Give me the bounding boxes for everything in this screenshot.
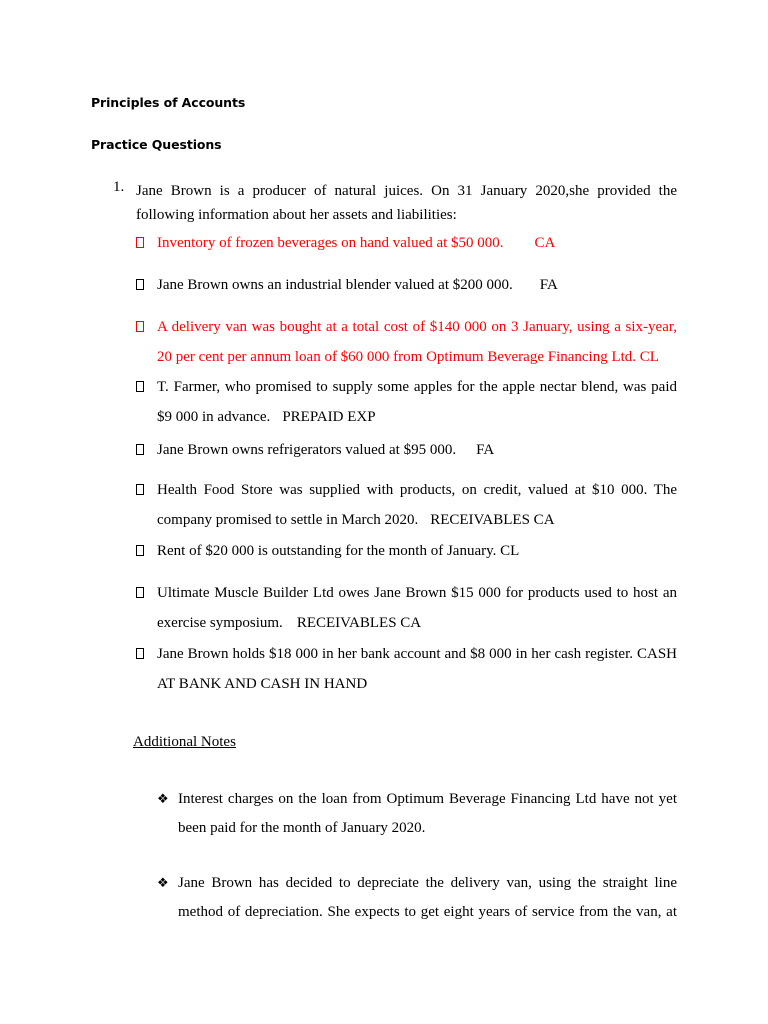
item-tag: RECEIVABLES CA (430, 512, 555, 528)
bullet-box-icon (136, 578, 148, 608)
bullet-box-icon (136, 639, 148, 669)
item-text-line-1: Ultimate Muscle Builder Ltd owes Jane Brown $15 000 for products used to host an (157, 585, 677, 601)
item-text: Rent of $20 000 is outstanding for the month of January. CL (157, 543, 520, 559)
item-text-line-2: exercise symposium. (157, 615, 283, 631)
item-text: Jane Brown owns refrigerators valued at $95 000. (157, 442, 457, 458)
bullet-box-icon (136, 536, 148, 566)
question-intro-line-1: Jane Brown is a producer of natural juices. On 31 January 2020,she provided the (136, 183, 677, 199)
bullet-box-icon (136, 228, 148, 258)
diamond-bullet-icon: ❖ (157, 792, 169, 807)
note-text-line-1: Interest charges on the loan from Optimum Beverage Financing Ltd have not yet (178, 791, 677, 807)
item-tag: RECEIVABLES CA (296, 615, 422, 631)
item-tag: FA (476, 442, 495, 458)
item-text-line-2: 20 per cent per annum loan of $60 000 from Optimum Beverage Financing Ltd. CL (157, 349, 659, 365)
item-text-line-1: T. Farmer, who promised to supply some apples for the apple nectar blend, was paid (157, 379, 677, 395)
item-text-line-1: Health Food Store was supplied with products, on credit, valued at $10 000. The (157, 482, 677, 498)
item-text: Inventory of frozen beverages on hand valued at $50 000. (157, 235, 504, 251)
bullet-box-icon (136, 312, 148, 342)
question-intro (136, 179, 677, 227)
question-intro-line-2: following information about her assets and liabilities: (136, 207, 457, 223)
item-tag: PREPAID EXP (282, 409, 376, 425)
note-text-line-2: method of depreciation. She expects to get eight years of service from the van, at (178, 904, 677, 920)
item-tag: FA (539, 277, 558, 293)
item-text-line-2: AT BANK AND CASH IN HAND (157, 676, 368, 692)
item-text: Jane Brown owns an industrial blender valued at $200 000. (157, 277, 513, 293)
item-text-line-2: company promised to settle in March 2020. (157, 512, 419, 528)
question-number: 1. (113, 179, 125, 195)
bullet-box-icon (136, 475, 148, 505)
note-text-line-2: been paid for the month of January 2020. (178, 820, 426, 836)
item-tag: CA (534, 235, 556, 251)
bullet-box-icon (136, 435, 148, 465)
diamond-bullet-icon: ❖ (157, 876, 169, 891)
document-title: Principles of Accounts (91, 95, 246, 110)
additional-notes-heading: Additional Notes (133, 734, 236, 750)
bullet-box-icon (136, 372, 148, 402)
note-text-line-1: Jane Brown has decided to depreciate the delivery van, using the straight line (178, 875, 677, 891)
item-text-line-1: Jane Brown holds $18 000 in her bank account and $8 000 in her cash register. CASH (157, 646, 677, 662)
bullet-box-icon (136, 270, 148, 300)
item-text-line-1: A delivery van was bought at a total cost of $140 000 on 3 January, using a six-year, (157, 319, 677, 335)
item-text-line-2: $9 000 in advance. (157, 409, 271, 425)
document-subtitle: Practice Questions (91, 137, 222, 152)
